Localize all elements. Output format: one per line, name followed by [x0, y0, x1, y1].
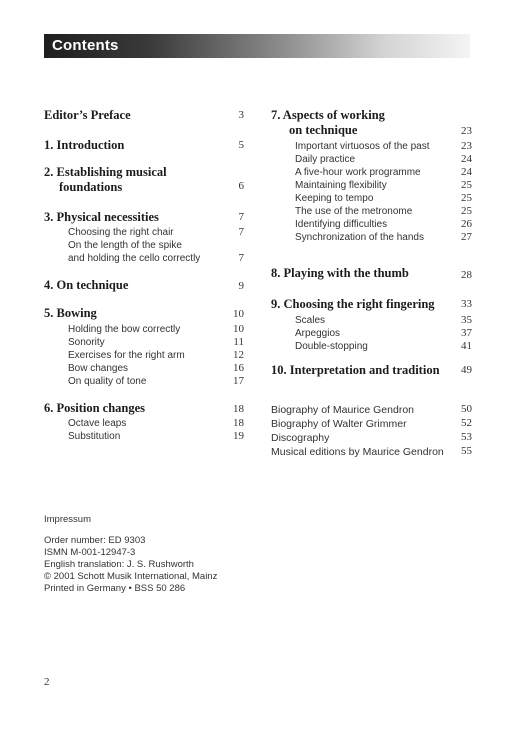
toc-subentry-label: Important virtuosos of the past: [295, 141, 430, 152]
toc-subentry-label: Daily practice: [295, 154, 356, 165]
toc-subentry-page: 7: [238, 252, 244, 264]
toc-subentry-label: Bow changes: [68, 363, 129, 374]
toc-subentry-page: 18: [233, 417, 244, 429]
toc-subentry-label: On quality of tone: [68, 376, 147, 387]
toc-entry-page: 28: [461, 269, 472, 281]
toc-entry-label: 9. Choosing the right fingering: [271, 297, 435, 311]
toc-subentry-page: 10: [233, 323, 244, 335]
toc-entry-label: 7. Aspects of working: [271, 108, 385, 122]
toc-subentry-label: The use of the metronome: [295, 206, 413, 217]
toc-subentry-page: 41: [461, 340, 472, 352]
toc-entry-label-cont: on technique: [289, 123, 358, 137]
toc-subentry-page: 7: [238, 226, 244, 238]
toc-subentry-label: Holding the bow correctly: [68, 324, 181, 335]
toc-entry-page: 3: [238, 109, 244, 121]
toc-entry-label: Editor’s Preface: [44, 108, 131, 122]
contents-banner: [44, 34, 470, 58]
toc-subentry-page: 24: [461, 153, 472, 165]
toc-entry-label: 4. On technique: [44, 278, 129, 292]
toc-subentry-label: Sonority: [68, 337, 105, 348]
toc-subentry-label: Scales: [295, 315, 326, 326]
toc-subentry-label: Choosing the right chair: [68, 227, 174, 238]
toc-subentry-label: Arpeggios: [295, 328, 341, 339]
page-title: Contents: [52, 37, 119, 54]
toc-subentry-label: Keeping to tempo: [295, 193, 374, 204]
toc-subentry-label: Identifying difficulties: [295, 219, 388, 230]
toc-entry-label-cont: foundations: [59, 180, 123, 194]
toc-entry-label: 8. Playing with the thumb: [271, 266, 409, 280]
toc-entry-page: 18: [233, 403, 244, 415]
toc-entry-page: 10: [233, 308, 244, 320]
toc-subentry-page: 27: [461, 231, 472, 243]
appendix-entry-label: Biography of Walter Grimmer: [271, 418, 407, 430]
toc-entry-page: 23: [461, 125, 472, 137]
appendix-entry-page: 50: [461, 403, 472, 415]
toc-entry-label: 3. Physical necessities: [44, 210, 159, 224]
toc-entry-label: 10. Interpretation and tradition: [271, 363, 440, 377]
toc-entry-page: 7: [238, 211, 244, 223]
toc-subentry-page: 37: [461, 327, 472, 339]
appendix-entry-label: Discography: [271, 432, 330, 444]
toc-subentry-page: 25: [461, 205, 472, 217]
toc-entry-label: 2. Establishing musical: [44, 165, 167, 179]
toc-subentry-page: 26: [461, 218, 472, 230]
impressum-line: ISMN M-001-12947-3: [44, 547, 136, 558]
appendix-entry-page: 55: [461, 445, 472, 457]
impressum-line: © 2001 Schott Musik International, Mainz: [44, 571, 218, 582]
toc-subentry-label: Synchronization of the hands: [295, 232, 424, 243]
toc-subentry-label: Octave leaps: [68, 418, 127, 429]
toc-entry-page: 9: [238, 280, 244, 292]
toc-entry-page: 33: [461, 298, 472, 310]
impressum-line: English translation: J. S. Rushworth: [44, 559, 194, 570]
toc-subentry-page: 11: [233, 336, 244, 348]
toc-subentry-page: 24: [461, 166, 472, 178]
impressum-line: Order number: ED 9303: [44, 535, 146, 546]
toc-subentry-page: 23: [461, 140, 472, 152]
toc-subentry-page: 25: [461, 179, 472, 191]
impressum-heading: Impressum: [44, 514, 91, 525]
toc-subentry-label: Exercises for the right arm: [68, 350, 185, 361]
appendix-entry-page: 53: [461, 431, 472, 443]
toc-subentry-label: A five-hour work programme: [295, 167, 421, 178]
page-number: 2: [44, 676, 50, 688]
toc-subentry-label: On the length of the spike: [68, 240, 182, 251]
toc-entry-label: 6. Position changes: [44, 401, 146, 415]
toc-subentry-page: 35: [461, 314, 472, 326]
toc-entry-label: 1. Introduction: [44, 138, 125, 152]
toc-subentry-page: 19: [233, 430, 244, 442]
toc-subentry-label: Substitution: [68, 431, 121, 442]
toc-subentry-page: 12: [233, 349, 244, 361]
toc-subentry-page: 16: [233, 362, 244, 374]
toc-entry-page: 49: [461, 364, 472, 376]
impressum-line: Printed in Germany • BSS 50 286: [44, 583, 186, 594]
appendix-entry-label: Biography of Maurice Gendron: [271, 404, 414, 416]
toc-subentry-label: Maintaining flexibility: [295, 180, 387, 191]
toc-entry-label: 5. Bowing: [44, 306, 97, 320]
appendix-entry-page: 52: [461, 417, 472, 429]
toc-subentry-label-cont: and holding the cello correctly: [68, 253, 201, 264]
toc-subentry-page: 17: [233, 375, 244, 387]
appendix-entry-label: Musical editions by Maurice Gendron: [271, 446, 444, 458]
toc-entry-page: 5: [238, 139, 244, 151]
toc-subentry-page: 25: [461, 192, 472, 204]
toc-subentry-label: Double-stopping: [295, 341, 368, 352]
toc-entry-page: 6: [238, 180, 244, 192]
